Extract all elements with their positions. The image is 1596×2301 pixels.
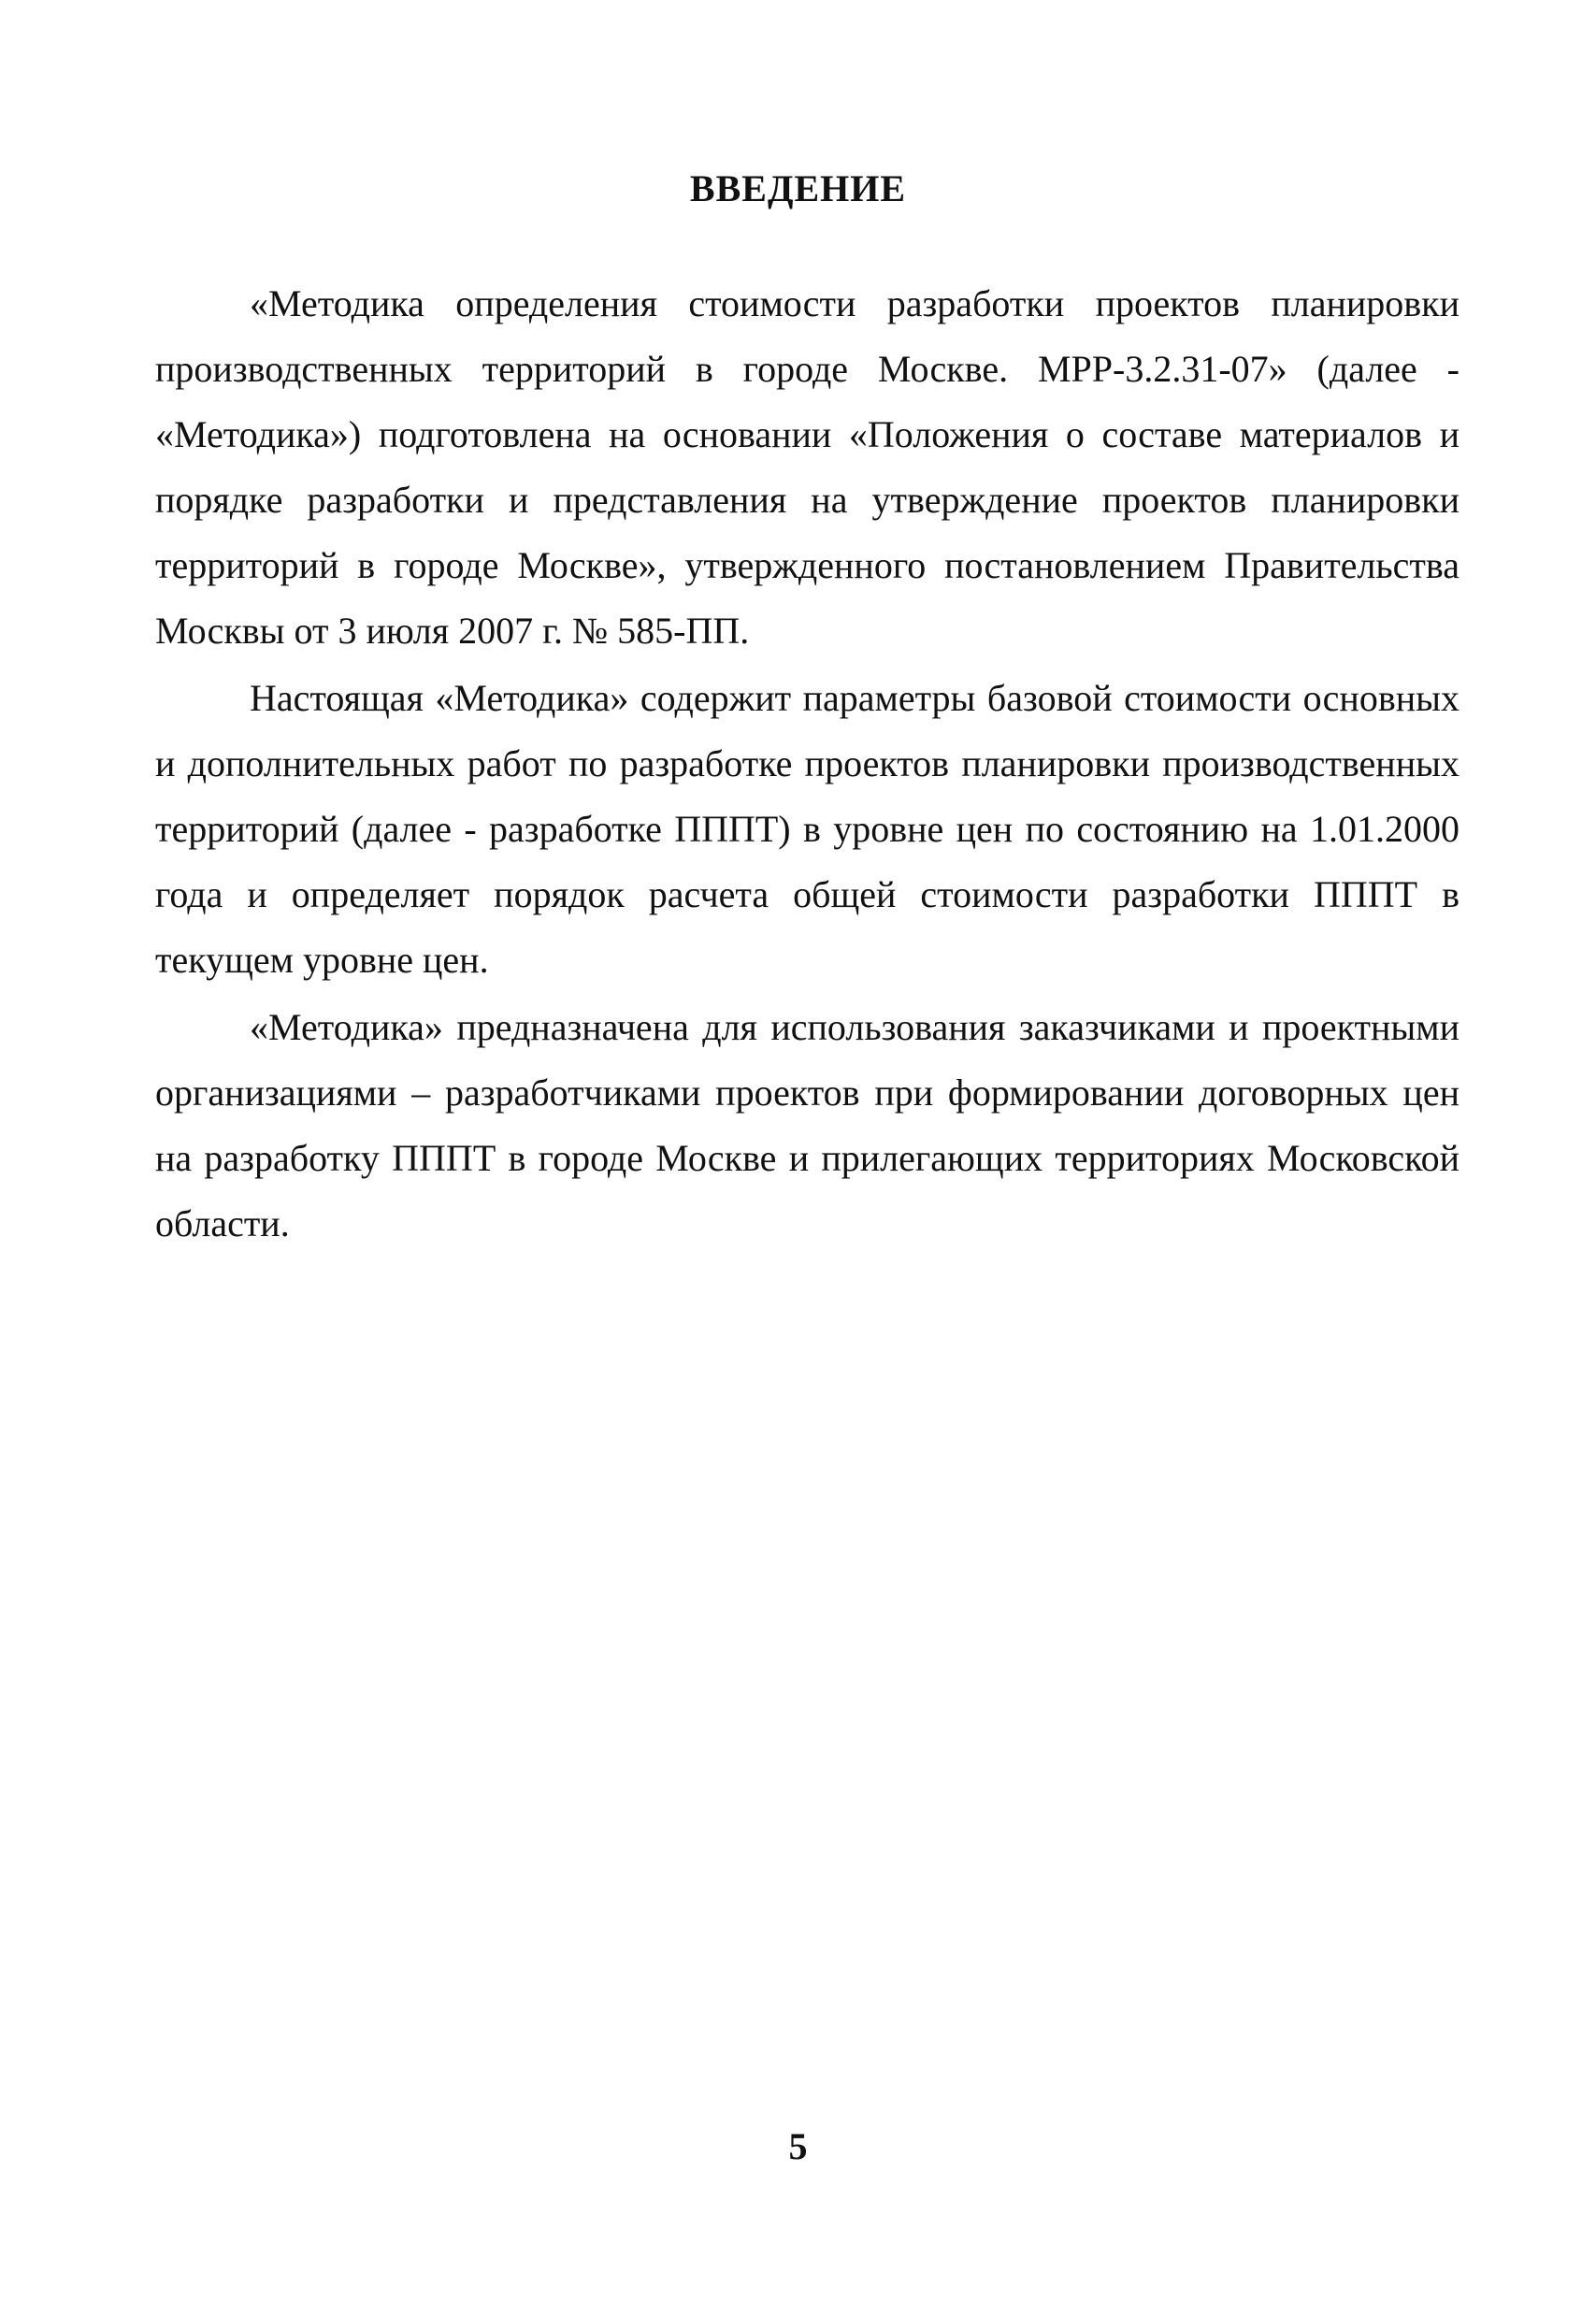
paragraph-2: Настоящая «Методика» содержит параметры базовой стоимости основных и дополнительных работ по разработке проектов планировки производственных территорий (далее - разработке ПППТ) в уровне цен по состоянию на 1.01.2000 года и определяет порядок расчета общей стоимости разработки ПППТ в текущем уровне цен. [155, 677, 1459, 981]
section-heading: ВВЕДЕНИЕ [689, 167, 907, 209]
page-number: 5 [788, 2125, 808, 2167]
paragraph-1: «Методика определения стоимости разработки проектов планировки производственных территорий в городе Москве. МРР-3.2.31-07» (далее - «Методика») подготовлена на основании «Положения о составе материалов и порядке разработки и представления на утверждение проектов планировки территорий в городе Москве», утвержденного постановлением Правительства Москвы от 3 июля 2007 г. № 585-ПП. [155, 282, 1459, 652]
paragraph-3: «Методика» предназначена для использования заказчиками и проектными организациями – разработчиками проектов при формировании договорных цен на разработку ПППТ в городе Москве и прилегающих территориях Московской области. [155, 1006, 1459, 1244]
body-text [155, 271, 1459, 1258]
